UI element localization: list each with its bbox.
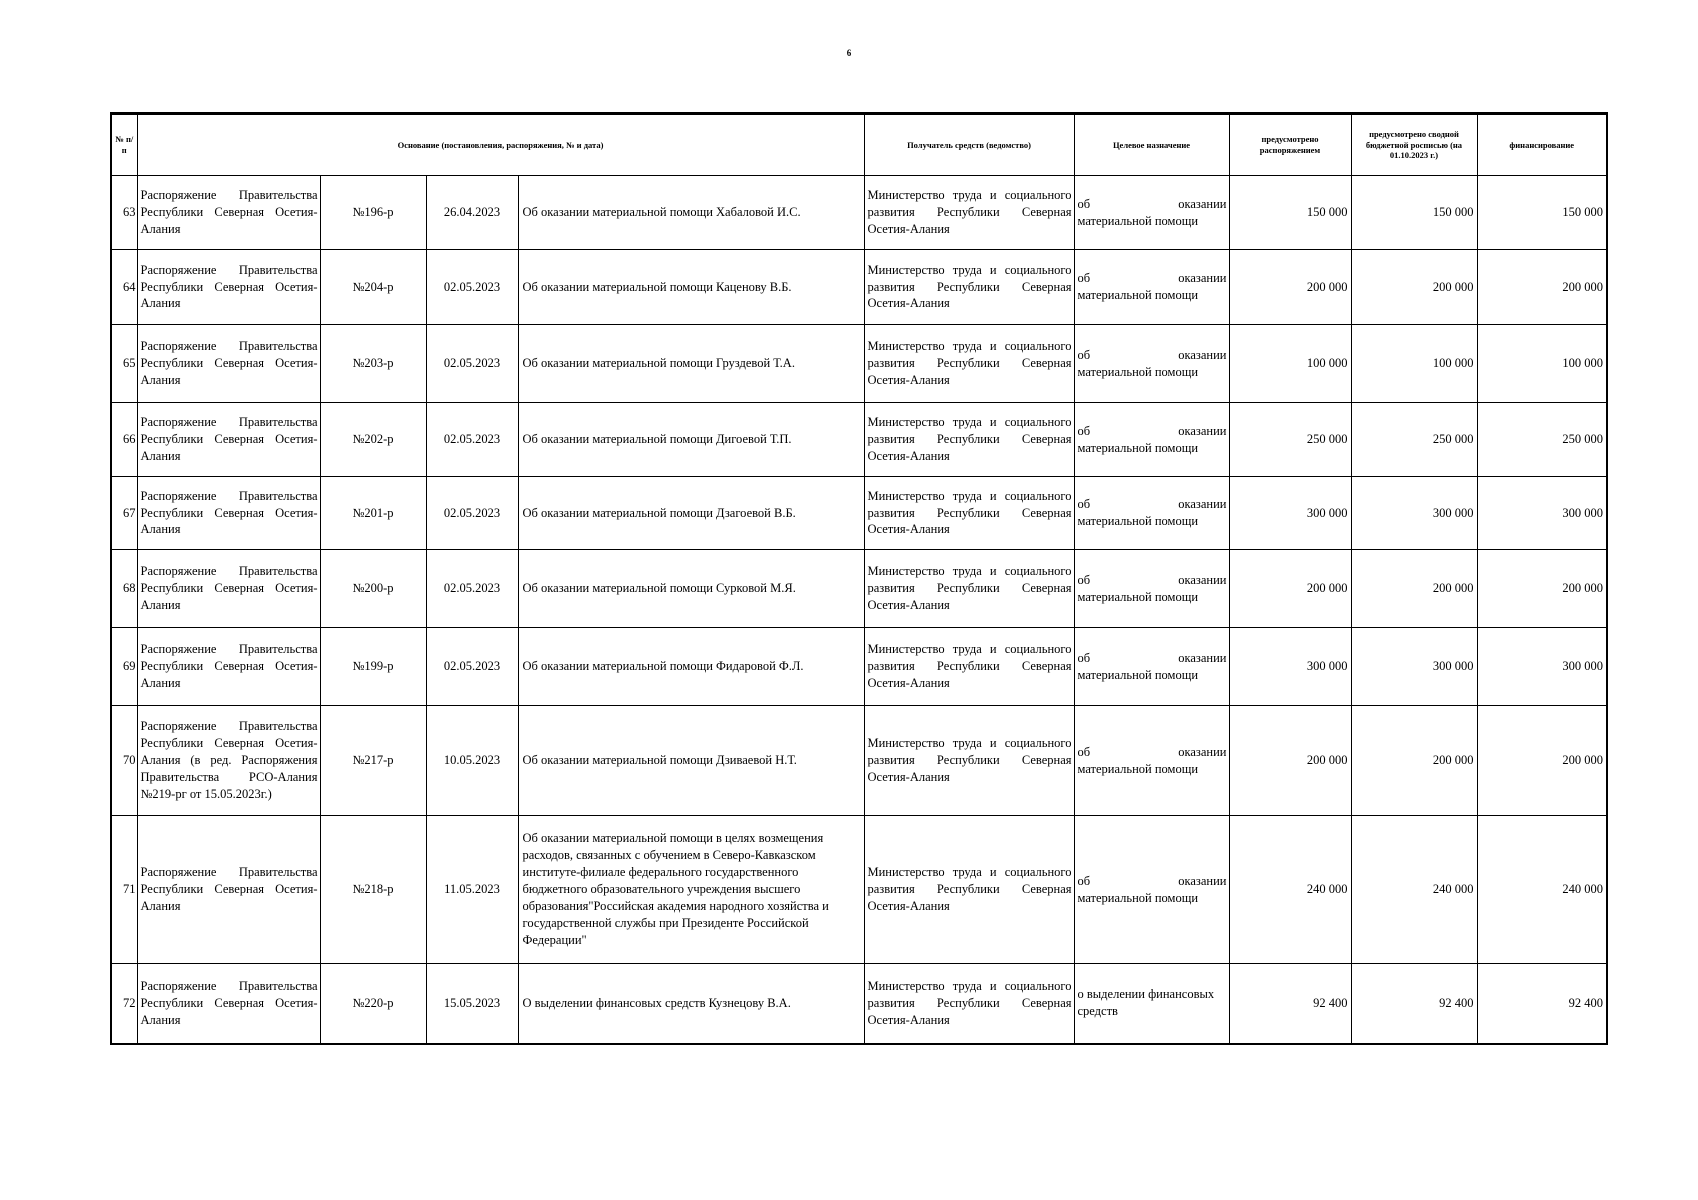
purpose-word-a: о выделении финансовых средств <box>1077 987 1215 1019</box>
header-planned: предусмотрено распоряжением <box>1229 114 1351 176</box>
row-doc-number: №199-р <box>320 628 426 706</box>
row-planned: 92 400 <box>1229 964 1351 1044</box>
purpose-line-c: материальной помощи <box>1077 440 1199 455</box>
row-number: 66 <box>111 403 137 477</box>
row-doc-number: №200-р <box>320 550 426 628</box>
row-date: 15.05.2023 <box>426 964 518 1044</box>
row-date: 02.05.2023 <box>426 628 518 706</box>
row-purpose <box>1074 325 1229 403</box>
header-purpose: Целевое назначение <box>1074 114 1229 176</box>
purpose-word-b: оказании <box>1178 196 1227 211</box>
row-title: Об оказании материальной помощи Сурковой М.Я. <box>518 550 864 628</box>
purpose-line-c: материальной помощи <box>1077 514 1199 528</box>
header-basis: Основание (постановления, распоряжения, № и дата) <box>137 114 864 176</box>
row-title: О выделении финансовых средств Кузнецову В.А. <box>518 964 864 1044</box>
row-doc-number: №202-р <box>320 403 426 477</box>
row-number: 64 <box>111 250 137 325</box>
row-planned: 150 000 <box>1229 176 1351 250</box>
row-number: 68 <box>111 550 137 628</box>
row-budget: 300 000 <box>1351 477 1477 550</box>
row-doc-number: №201-р <box>320 477 426 550</box>
row-budget: 92 400 <box>1351 964 1477 1044</box>
row-funding: 92 400 <box>1477 964 1607 1044</box>
row-title: Об оказании материальной помощи Каценову В.Б. <box>518 250 864 325</box>
row-purpose <box>1074 477 1229 550</box>
row-number: 63 <box>111 176 137 250</box>
row-funding: 300 000 <box>1477 628 1607 706</box>
row-title: Об оказании материальной помощи Груздевой Т.А. <box>518 325 864 403</box>
row-budget: 300 000 <box>1351 628 1477 706</box>
row-planned: 250 000 <box>1229 403 1351 477</box>
row-basis: Распоряжение Правительства Республики Северная Осетия-Алания <box>137 250 320 325</box>
row-date: 26.04.2023 <box>426 176 518 250</box>
purpose-word-a: об <box>1077 347 1091 362</box>
table-row <box>111 403 1607 477</box>
purpose-line-c: материальной помощи <box>1077 667 1199 682</box>
row-title: Об оказании материальной помощи Дзиваевой Н.Т. <box>518 706 864 816</box>
row-number: 71 <box>111 816 137 964</box>
row-planned: 200 000 <box>1229 706 1351 816</box>
row-recipient: Министерство труда и социального развития Республики Северная Осетия-Алания <box>864 706 1074 816</box>
row-funding: 300 000 <box>1477 477 1607 550</box>
row-title: Об оказании материальной помощи Дзагоевой В.Б. <box>518 477 864 550</box>
purpose-word-a: об <box>1077 196 1091 211</box>
purpose-line-c: материальной помощи <box>1077 761 1199 776</box>
header-recipient: Получатель средств (ведомство) <box>864 114 1074 176</box>
row-funding: 200 000 <box>1477 706 1607 816</box>
row-budget: 250 000 <box>1351 403 1477 477</box>
row-purpose <box>1074 628 1229 706</box>
purpose-word-a: об <box>1077 271 1091 286</box>
row-title: Об оказании материальной помощи Дигоевой Т.П. <box>518 403 864 477</box>
row-date: 02.05.2023 <box>426 325 518 403</box>
row-basis: Распоряжение Правительства Республики Северная Осетия-Алания <box>137 816 320 964</box>
row-doc-number: №218-р <box>320 816 426 964</box>
table-row <box>111 816 1607 964</box>
row-doc-number: №217-р <box>320 706 426 816</box>
row-number: 69 <box>111 628 137 706</box>
row-recipient: Министерство труда и социального развития Республики Северная Осетия-Алания <box>864 628 1074 706</box>
purpose-word-b: оказании <box>1178 271 1227 286</box>
row-date: 02.05.2023 <box>426 250 518 325</box>
row-title: Об оказании материальной помощи Фидаровой Ф.Л. <box>518 628 864 706</box>
row-recipient: Министерство труда и социального развития Республики Северная Осетия-Алания <box>864 816 1074 964</box>
table-row <box>111 325 1607 403</box>
row-planned: 300 000 <box>1229 477 1351 550</box>
purpose-line-c: материальной помощи <box>1077 589 1199 604</box>
purpose-word-a: об <box>1077 497 1091 512</box>
row-doc-number: №204-р <box>320 250 426 325</box>
row-doc-number: №196-р <box>320 176 426 250</box>
purpose-line-c: материальной помощи <box>1077 213 1199 228</box>
row-purpose <box>1074 964 1229 1044</box>
row-budget: 100 000 <box>1351 325 1477 403</box>
row-basis: Распоряжение Правительства Республики Северная Осетия-Алания <box>137 477 320 550</box>
purpose-word-a: об <box>1077 873 1091 888</box>
row-basis: Распоряжение Правительства Республики Северная Осетия-Алания <box>137 628 320 706</box>
row-recipient: Министерство труда и социального развития Республики Северная Осетия-Алания <box>864 477 1074 550</box>
row-funding: 200 000 <box>1477 250 1607 325</box>
row-recipient: Министерство труда и социального развития Республики Северная Осетия-Алания <box>864 250 1074 325</box>
row-date: 02.05.2023 <box>426 403 518 477</box>
row-title: Об оказании материальной помощи в целях возмещения расходов, связанных с обучением в Северо-Кавказском институте-филиале федерального государственного бюджетного образовательного учреждения высшего образования"Российская академия народного хозяйства и государственной службы при Президенте Российской Федерации" <box>518 816 864 964</box>
page-number: 6 <box>846 48 852 58</box>
header-num: № п/п <box>111 114 137 176</box>
purpose-word-b: оказании <box>1178 497 1227 512</box>
table-row <box>111 628 1607 706</box>
row-date: 02.05.2023 <box>426 477 518 550</box>
table-row <box>111 250 1607 325</box>
row-basis: Распоряжение Правительства Республики Северная Осетия-Алания <box>137 964 320 1044</box>
row-basis: Распоряжение Правительства Республики Северная Осетия-Алания <box>137 550 320 628</box>
row-funding: 200 000 <box>1477 550 1607 628</box>
row-doc-number: №203-р <box>320 325 426 403</box>
row-purpose <box>1074 550 1229 628</box>
row-recipient: Министерство труда и социального развития Республики Северная Осетия-Алания <box>864 176 1074 250</box>
row-recipient: Министерство труда и социального развития Республики Северная Осетия-Алания <box>864 325 1074 403</box>
row-budget: 240 000 <box>1351 816 1477 964</box>
purpose-word-b: оказании <box>1178 347 1227 362</box>
row-planned: 300 000 <box>1229 628 1351 706</box>
row-funding: 240 000 <box>1477 816 1607 964</box>
purpose-word-b: оказании <box>1178 650 1227 665</box>
financing-table <box>110 112 1608 1045</box>
table-row <box>111 176 1607 250</box>
row-basis: Распоряжение Правительства Республики Северная Осетия-Алания <box>137 176 320 250</box>
row-number: 70 <box>111 706 137 816</box>
table-body <box>111 176 1607 1044</box>
row-planned: 200 000 <box>1229 550 1351 628</box>
row-recipient: Министерство труда и социального развития Республики Северная Осетия-Алания <box>864 550 1074 628</box>
row-budget: 150 000 <box>1351 176 1477 250</box>
purpose-line-c: материальной помощи <box>1077 288 1199 302</box>
row-number: 65 <box>111 325 137 403</box>
row-purpose <box>1074 706 1229 816</box>
row-purpose <box>1074 816 1229 964</box>
row-purpose <box>1074 176 1229 250</box>
purpose-word-a: об <box>1077 572 1091 587</box>
row-funding: 100 000 <box>1477 325 1607 403</box>
row-title: Об оказании материальной помощи Хабаловой И.С. <box>518 176 864 250</box>
table-row <box>111 550 1607 628</box>
header-budget: предусмотрено сводной бюджетной росписью (на 01.10.2023 г.) <box>1351 114 1477 176</box>
row-basis: Распоряжение Правительства Республики Северная Осетия-Алания <box>137 325 320 403</box>
row-doc-number: №220-р <box>320 964 426 1044</box>
row-recipient: Министерство труда и социального развития Республики Северная Осетия-Алания <box>864 403 1074 477</box>
row-purpose <box>1074 403 1229 477</box>
row-basis: Распоряжение Правительства Республики Северная Осетия-Алания <box>137 403 320 477</box>
purpose-word-b: оказании <box>1178 873 1227 888</box>
purpose-word-a: об <box>1077 650 1091 665</box>
table-row <box>111 964 1607 1044</box>
row-date: 10.05.2023 <box>426 706 518 816</box>
purpose-line-c: материальной помощи <box>1077 890 1199 905</box>
purpose-word-b: оказании <box>1178 572 1227 587</box>
purpose-word-a: об <box>1077 423 1091 438</box>
row-planned: 240 000 <box>1229 816 1351 964</box>
purpose-word-a: об <box>1077 744 1091 759</box>
row-number: 67 <box>111 477 137 550</box>
row-date: 02.05.2023 <box>426 550 518 628</box>
header-funding: финансирование <box>1477 114 1607 176</box>
purpose-line-c: материальной помощи <box>1077 364 1199 379</box>
table-row <box>111 706 1607 816</box>
row-budget: 200 000 <box>1351 250 1477 325</box>
purpose-word-b: оказании <box>1178 744 1227 759</box>
row-planned: 200 000 <box>1229 250 1351 325</box>
row-budget: 200 000 <box>1351 550 1477 628</box>
row-funding: 150 000 <box>1477 176 1607 250</box>
table-row <box>111 477 1607 550</box>
row-planned: 100 000 <box>1229 325 1351 403</box>
row-purpose <box>1074 250 1229 325</box>
row-budget: 200 000 <box>1351 706 1477 816</box>
row-date: 11.05.2023 <box>426 816 518 964</box>
row-basis: Распоряжение Правительства Республики Северная Осетия-Алания (в ред. Распоряжения Правительства РСО-Алания №219-рг от 15.05.2023г.) <box>137 706 320 816</box>
row-funding: 250 000 <box>1477 403 1607 477</box>
row-recipient: Министерство труда и социального развития Республики Северная Осетия-Алания <box>864 964 1074 1044</box>
purpose-word-b: оказании <box>1178 423 1227 438</box>
row-number: 72 <box>111 964 137 1044</box>
